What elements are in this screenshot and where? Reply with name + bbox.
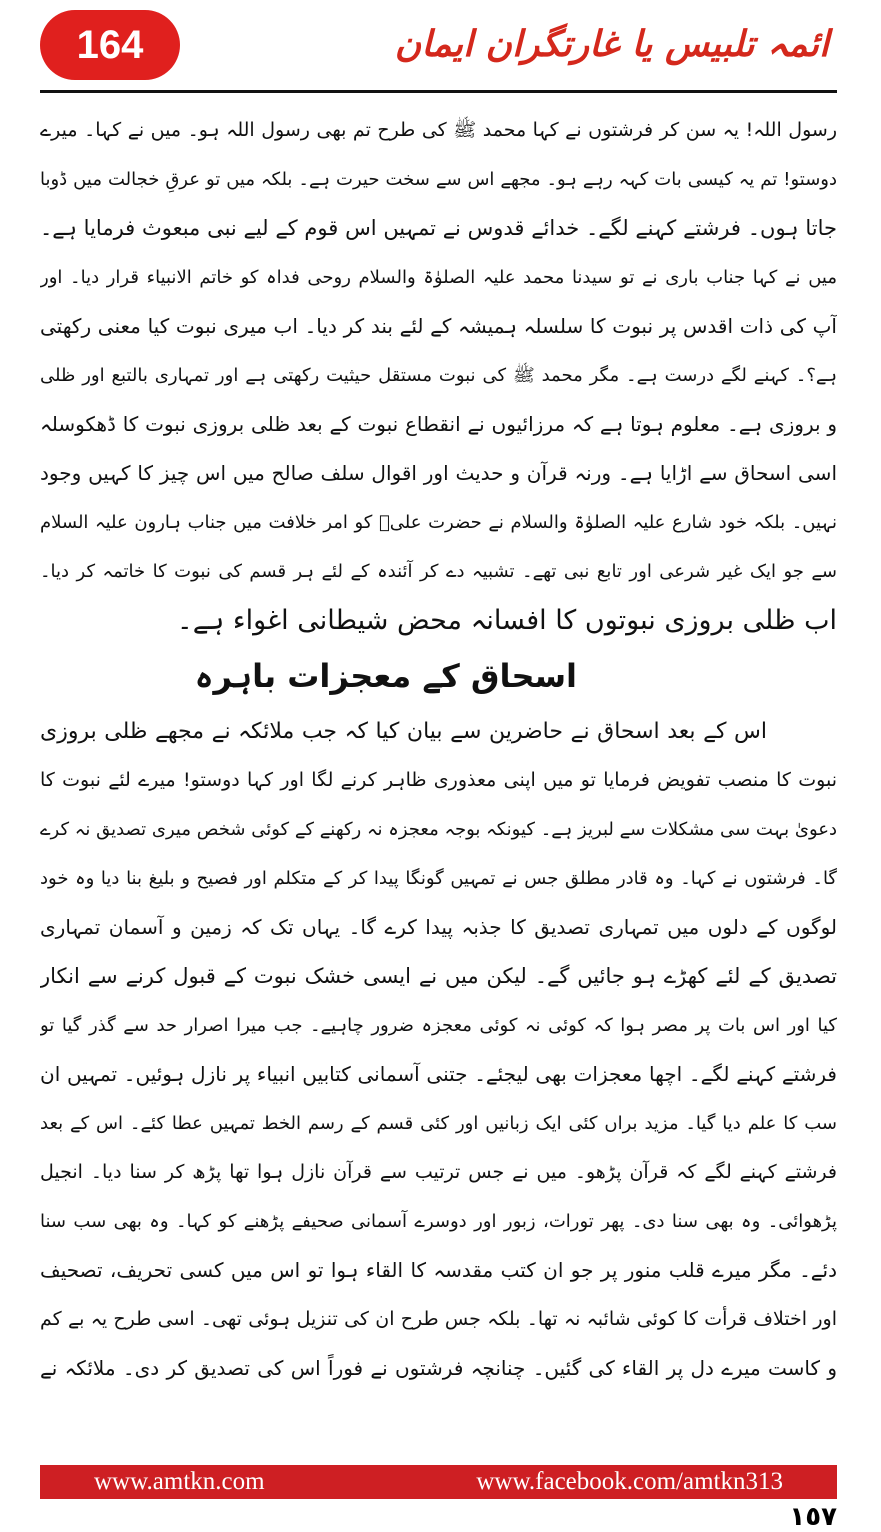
text-line: آپ کی ذات اقدس پر نبوت کا سلسلہ ہمیشہ کے لئے بند کر دیا۔ اب میری نبوت کیا معنی رکھتی (40, 314, 837, 338)
page-number-badge (40, 10, 180, 80)
text-line: و کاست میرے دل پر القاء کی گئیں۔ چنانچہ فرشتوں نے فوراً اس کی تصدیق کر دی۔ ملائکہ نے (40, 1356, 837, 1380)
text-line: رسول اللہ! یہ سن کر فرشتوں نے کہا محمد ﷺ کی طرح تم بھی رسول اللہ ہو۔ میں نے کہا۔ میرے (40, 119, 837, 141)
scan-page-number: ١٥٧ (789, 1502, 837, 1532)
text-line: گا۔ فرشتوں نے کہا۔ وہ قادر مطلق جس نے تمہیں گونگا پیدا کر کے متکلم اور فصیح و بلیغ بنا دیا وہ خود (40, 868, 837, 889)
paragraph (40, 707, 837, 1393)
text-line: سے جو ایک غیر شرعی اور تابع نبی تھے۔ تشبیہ دے کر آئندہ کے لئے ہر قسم کی نبوت کا خاتمہ کر دیا۔ (40, 561, 837, 582)
text-line: فرشتے کہنے لگے کہ قرآن پڑھو۔ میں نے جس ترتیب سے قرآن نازل ہوا تھا پڑھ کر سنا دیا۔ انجیل (40, 1161, 837, 1183)
header-divider (40, 90, 837, 93)
text-line: تصدیق کے لئے کھڑے ہو جائیں گے۔ لیکن میں نے ایسی خشک نبوت کے قبول کرنے سے انکار (40, 964, 837, 988)
text-line: و بروزی ہے۔ معلوم ہوتا ہے کہ مرزائیوں نے انقطاع نبوت کے بعد ظلی بروزی نبوت کا ڈھکوسلہ (40, 412, 837, 436)
page-content (40, 106, 837, 1393)
text-line: لوگوں کے دلوں میں تمہاری تصدیق کا جذبہ پیدا کرے گا۔ یہاں تک کہ زمین و آسمان تمہاری (40, 915, 837, 939)
text-line: نہیں۔ بلکہ خود شارع علیہ الصلوٰۃ والسلام نے حضرت علیؓ کو امر خلافت میں جناب ہارون علیہ السلام (40, 512, 837, 533)
page-number: 164 (76, 22, 144, 67)
text-line: ہے؟۔ کہنے لگے درست ہے۔ مگر محمد ﷺ کی نبوت مستقل حیثیت رکھتی ہے اور تمہاری بالتبع اور ظلی (40, 365, 837, 386)
text-line: اسی اسحاق سے اڑایا ہے۔ ورنہ قرآن و حدیث اور اقوال سلف صالح میں اس چیز کا کہیں وجود (40, 461, 837, 485)
facebook-link[interactable]: www.facebook.com/amtkn313 (476, 1468, 783, 1495)
footer-bar (40, 1465, 837, 1499)
text-line: اور اختلاف قرأت کا کوئی شائبہ نہ تھا۔ بلکہ جس طرح ان کی تنزیل ہوئی تھی۔ اسی طرح یہ بے کم (40, 1308, 837, 1330)
text-line: سب کا علم دیا گیا۔ مزید براں کئی ایک زبانیں اور کئی قسم کے رسم الخط تمہیں عطا کئے۔ اس کے بعد (40, 1113, 837, 1134)
paragraph (40, 106, 837, 645)
book-title: ائمہ تلبیس یا غارتگران ایمان (394, 24, 829, 65)
text-line: نبوت کا منصب تفویض فرمایا تو میں اپنی معذوری ظاہر کرنے لگا اور کہا دوستو! میرے لئے نبوت کا (40, 769, 837, 791)
text-line: پڑھوائی۔ وہ بھی سنا دی۔ پھر تورات، زبور اور دوسرے آسمانی صحیفے پڑھنے کو کہا۔ وہ بھی سب سنا (40, 1211, 837, 1232)
section-heading: اسحاق کے معجزات باہرہ (194, 657, 577, 695)
text-line: اس کے بعد اسحاق نے حاضرین سے بیان کیا کہ جب ملائکہ نے مجھے ظلی بروزی (40, 719, 767, 744)
text-line: میں نے کہا جناب باری نے تو سیدنا محمد علیہ الصلوٰۃ والسلام روحی فداہ کو خاتم الانبیاء قرار دیا۔ اور (40, 267, 837, 288)
text-line: دعویٰ بہت سی مشکلات سے لبریز ہے۔ کیونکہ بوجہ معجزہ نہ رکھنے کے کوئی شخص میری تصدیق نہ کرے (40, 819, 837, 840)
text-line: کیا اور اس بات پر مصر ہوا کہ کوئی نہ کوئی معجزہ ضرور چاہیے۔ جب میرا اصرار حد سے گذر گیا تو (40, 1015, 837, 1036)
website-link[interactable]: www.amtkn.com (94, 1468, 265, 1495)
text-line: دوستو! تم یہ کیسی بات کہہ رہے ہو۔ مجھے اس سے سخت حیرت ہے۔ بلکہ میں تو عرقِ خجالت میں ڈوبا (40, 169, 837, 190)
text-line: جاتا ہوں۔ فرشتے کہنے لگے۔ خدائے قدوس نے تمہیں اس قوم کے لیے نبی مبعوث فرمایا ہے۔ (40, 216, 837, 240)
text-line: فرشتے کہنے لگے۔ اچھا معجزات بھی لیجئے۔ جتنی آسمانی کتابیں انبیاء پر نازل ہوئیں۔ تمہیں ان (40, 1062, 837, 1086)
text-line: اب ظلی بروزی نبوتوں کا افسانہ محض شیطانی اغواء ہے۔ (176, 605, 837, 636)
text-line: دئے۔ مگر میرے قلب منور پر جو ان کتب مقدسہ کا القاء ہوا تو اس میں کسی تحریف، تصحیف (40, 1258, 837, 1282)
